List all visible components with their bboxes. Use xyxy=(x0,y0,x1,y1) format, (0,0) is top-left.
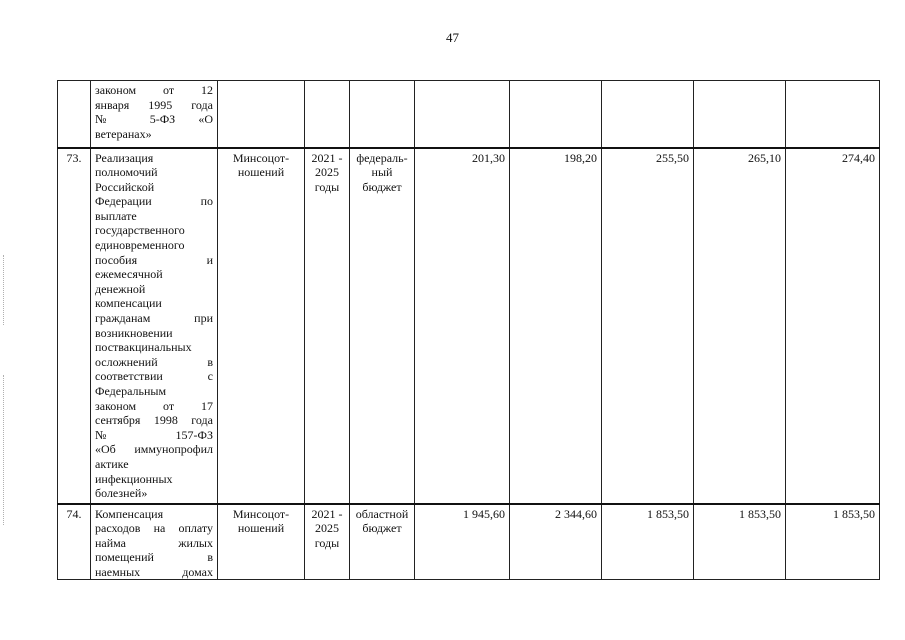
measure-name-line: сентября 1998 года xyxy=(95,413,213,428)
funding-source-cell xyxy=(350,81,415,148)
measure-name-line: помещений в xyxy=(95,550,213,565)
row-number xyxy=(58,81,91,148)
measure-name-line: возникновении xyxy=(95,325,173,340)
budget-measures-table xyxy=(57,80,880,580)
amount-cell xyxy=(415,81,510,148)
measure-name-line: Реализация xyxy=(95,150,154,165)
amount-cell: 198,20 xyxy=(510,148,602,504)
executor-cell xyxy=(218,81,305,148)
amount-cell: 1 853,50 xyxy=(694,504,786,580)
amount-cell: 201,30 xyxy=(415,148,510,504)
measure-name-line: полномочий xyxy=(95,165,158,180)
scan-margin-mark xyxy=(3,255,5,325)
measure-name-line: законом от 12 xyxy=(95,83,213,97)
funding-source-cell: областной бюджет xyxy=(350,504,415,580)
executor-cell: Минсоцот-ношений xyxy=(218,148,305,504)
table-row xyxy=(58,504,880,580)
amount-cell: 1 853,50 xyxy=(786,504,880,580)
measure-name-line: инфекционных xyxy=(95,471,173,486)
measure-name-line: расходов на оплату xyxy=(95,521,213,536)
measure-name-line: соответствии с xyxy=(95,369,213,384)
measure-name-line: болезней» xyxy=(95,486,148,501)
scan-margin-mark xyxy=(3,375,5,525)
measure-name-line: Российской xyxy=(95,179,155,194)
measure-name-line: № 157-ФЗ xyxy=(95,427,213,442)
amount-cell: 2 344,60 xyxy=(510,504,602,580)
measure-name-line: января 1995 года xyxy=(95,97,213,112)
measure-name-line: № 5-ФЗ «О xyxy=(95,112,213,127)
amount-cell: 265,10 xyxy=(694,148,786,504)
measure-name-line: денежной xyxy=(95,281,146,296)
measure-name-line: Федеральным xyxy=(95,384,167,398)
page-number: 47 xyxy=(446,30,459,45)
measure-name-line: ежемесячной xyxy=(95,267,163,282)
measure-name-line: пособия и xyxy=(95,252,213,267)
amount-cell: 1 945,60 xyxy=(415,504,510,580)
measure-name xyxy=(91,148,218,504)
measure-name-line: гражданам при xyxy=(95,311,213,326)
measure-name-line: законом от 17 xyxy=(95,398,213,413)
period-cell: 2021 - 2025 годы xyxy=(305,504,350,580)
measure-name-line: единовременного xyxy=(95,238,185,253)
measure-name-line: компенсации xyxy=(95,296,162,311)
amount-cell xyxy=(602,81,694,148)
amount-cell xyxy=(510,81,602,148)
measure-name-line: государственного xyxy=(95,223,185,238)
row-number: 73. xyxy=(58,148,91,504)
measure-name-line: наемных домах xyxy=(95,564,213,579)
measure-name-line: Федерации по xyxy=(95,194,213,209)
measure-name-line: ветеранах» xyxy=(95,126,152,141)
measure-name-line: осложнений в xyxy=(95,354,213,369)
measure-name-line: выплате xyxy=(95,208,137,223)
amount-cell: 255,50 xyxy=(602,148,694,504)
measure-name-line: найма жилых xyxy=(95,535,213,550)
measure-name-line: Компенсация xyxy=(95,506,164,521)
period-cell xyxy=(305,81,350,148)
measure-name-line: поствакцинальных xyxy=(95,340,192,355)
measure-name xyxy=(91,504,218,580)
table-row xyxy=(58,81,880,148)
amount-cell xyxy=(694,81,786,148)
funding-source-cell: федераль-ный бюджет xyxy=(350,148,415,504)
table-row xyxy=(58,148,880,504)
executor-cell: Минсоцот-ношений xyxy=(218,504,305,580)
period-cell: 2021 - 2025 годы xyxy=(305,148,350,504)
measure-name xyxy=(91,81,218,148)
amount-cell: 274,40 xyxy=(786,148,880,504)
measure-name-line: «Об иммунопрофил xyxy=(95,442,213,457)
amount-cell xyxy=(786,81,880,148)
measure-name-line: актике xyxy=(95,456,129,471)
row-number: 74. xyxy=(58,504,91,580)
amount-cell: 1 853,50 xyxy=(602,504,694,580)
